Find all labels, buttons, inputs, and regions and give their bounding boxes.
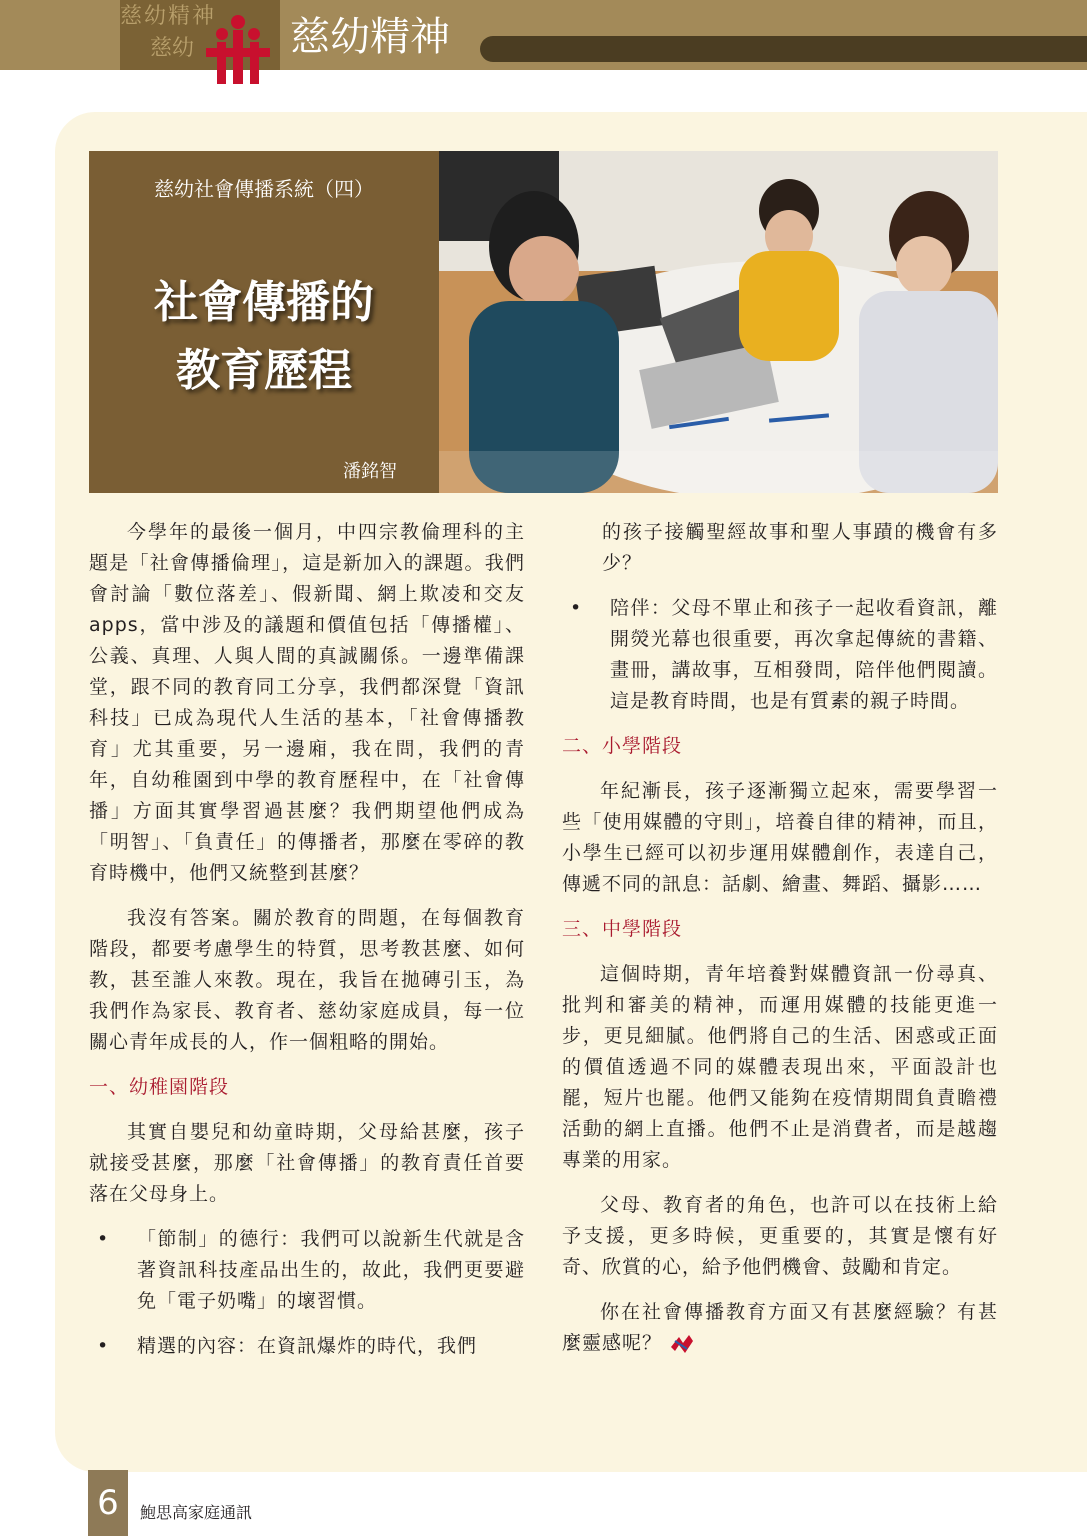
paragraph-intro: 今學年的最後一個月，中四宗教倫理科的主題是「社會傳播倫理」，這是新加入的課題。我們會討論「數位落差」、假新聞、網上欺凌和交友 apps，當中涉及的議題和價值包括「傳播權」、公義、真理、人與人間的真誠關係。一邊準備課堂，跟不同的教育同工分享，我們都深覺「資訊科技」已成為現代人生活的基本，「社會傳播教育」尤其重要，另一邊廂，我在問，我們的青年，自幼稚園到中學的教育歷程中，在「社會傳播」方面其實學習過甚麼？我們期望他們成為「明智」、「負責任」的傳播者，那麼在零碎的教育時機中，他們又統整到甚麼？ — [89, 521, 525, 884]
bullet-symbol: • — [97, 1228, 110, 1250]
paragraph-secondary: 這個時期，青年培養對媒體資訊一份尋真、批判和審美的精神，而運用媒體的技能更進一步，更見細膩。他們將自己的生活、困惑或正面的價值透過不同的媒體表現出來，平面設計也罷，短片也罷。他們又能夠在疫情期間負責瞻禮活動的網上直播。他們不止是消費者，而是越趨專業的用家。 — [562, 963, 998, 1171]
header-stamp-text-2: 慈幼 — [150, 36, 195, 61]
article-author: 潘銘智 — [343, 461, 397, 482]
section-title: 慈幼精神 — [290, 14, 450, 60]
list-item-text: 「節制」的德行：我們可以說新生代就是含著資訊科技產品出生的，故此，我們更要避免「電子奶嘴」的壞習慣。 — [137, 1228, 525, 1312]
paragraph-roles: 父母、教育者的角色，也許可以在技術上給予支援，更多時候，更重要的，其實是懷有好奇、欣賞的心，給予他們機會、鼓勵和肯定。 — [562, 1194, 998, 1278]
end-mark-icon — [669, 1333, 695, 1355]
page-number: 6 — [88, 1470, 128, 1536]
article-title-line-2: 教育歷程 — [176, 345, 352, 396]
article-hero — [89, 151, 439, 493]
heading-secondary: 三、中學階段 — [562, 918, 683, 940]
bullet-symbol: • — [570, 597, 583, 619]
body-column-left — [89, 517, 525, 1376]
header-rule — [480, 36, 1087, 62]
closing-text: 你在社會傳播教育方面又有甚麼經驗？有甚麼靈感呢？ — [562, 1301, 998, 1354]
paragraph-kindergarten: 其實自嬰兒和幼童時期，父母給甚麼，孩子就接受甚麼，那麼「社會傳播」的教育責任首要落在父母身上。 — [89, 1121, 525, 1205]
publication-name: 鮑思高家庭通訊 — [140, 1503, 253, 1522]
body-column-right — [562, 517, 998, 1373]
header-stamp-text: 慈幼精神 — [120, 4, 217, 29]
paragraph-closing — [562, 1297, 998, 1359]
list-item-temperance — [89, 1224, 525, 1317]
classroom-photo-illustration — [439, 151, 998, 493]
list-item-text: 陪伴：父母不單止和孩子一起收看資訊，離開熒光幕也很重要，再次拿起傳統的書籍、畫冊，講故事，互相發問，陪伴他們閱讀。這是教育時間，也是有質素的親子時間。 — [610, 597, 998, 712]
heading-primary: 二、小學階段 — [562, 735, 683, 757]
list-item-continued: 的孩子接觸聖經故事和聖人事蹟的機會有多少？ — [602, 521, 998, 574]
list-item-companionship — [562, 593, 998, 717]
paragraph-primary: 年紀漸長，孩子逐漸獨立起來，需要學習一些「使用媒體的守則」，培養自律的精神，而且，小學生已經可以初步運用媒體創作，表達自己，傳遞不同的訊息：話劇、繪畫、舞蹈、攝影…… — [562, 780, 998, 895]
list-item-content — [89, 1331, 525, 1362]
classroom-photo — [439, 151, 998, 493]
list-item-text: 精選的內容：在資訊爆炸的時代，我們 — [137, 1335, 478, 1357]
salesian-family-logo-icon — [198, 8, 278, 88]
article-kicker: 慈幼社會傳播系統（四） — [154, 177, 374, 201]
paragraph-answer: 我沒有答案。關於教育的問題，在每個教育階段，都要考慮學生的特質，思考教甚麼、如何教，甚至誰人來教。現在，我旨在拋磚引玉，為我們作為家長、教育者、慈幼家庭成員，每一位關心青年成長的人，作一個粗略的開始。 — [89, 907, 525, 1053]
article-title-line-1: 社會傳播的 — [154, 277, 374, 328]
heading-kindergarten: 一、幼稚園階段 — [89, 1076, 230, 1098]
bullet-symbol: • — [97, 1335, 110, 1357]
